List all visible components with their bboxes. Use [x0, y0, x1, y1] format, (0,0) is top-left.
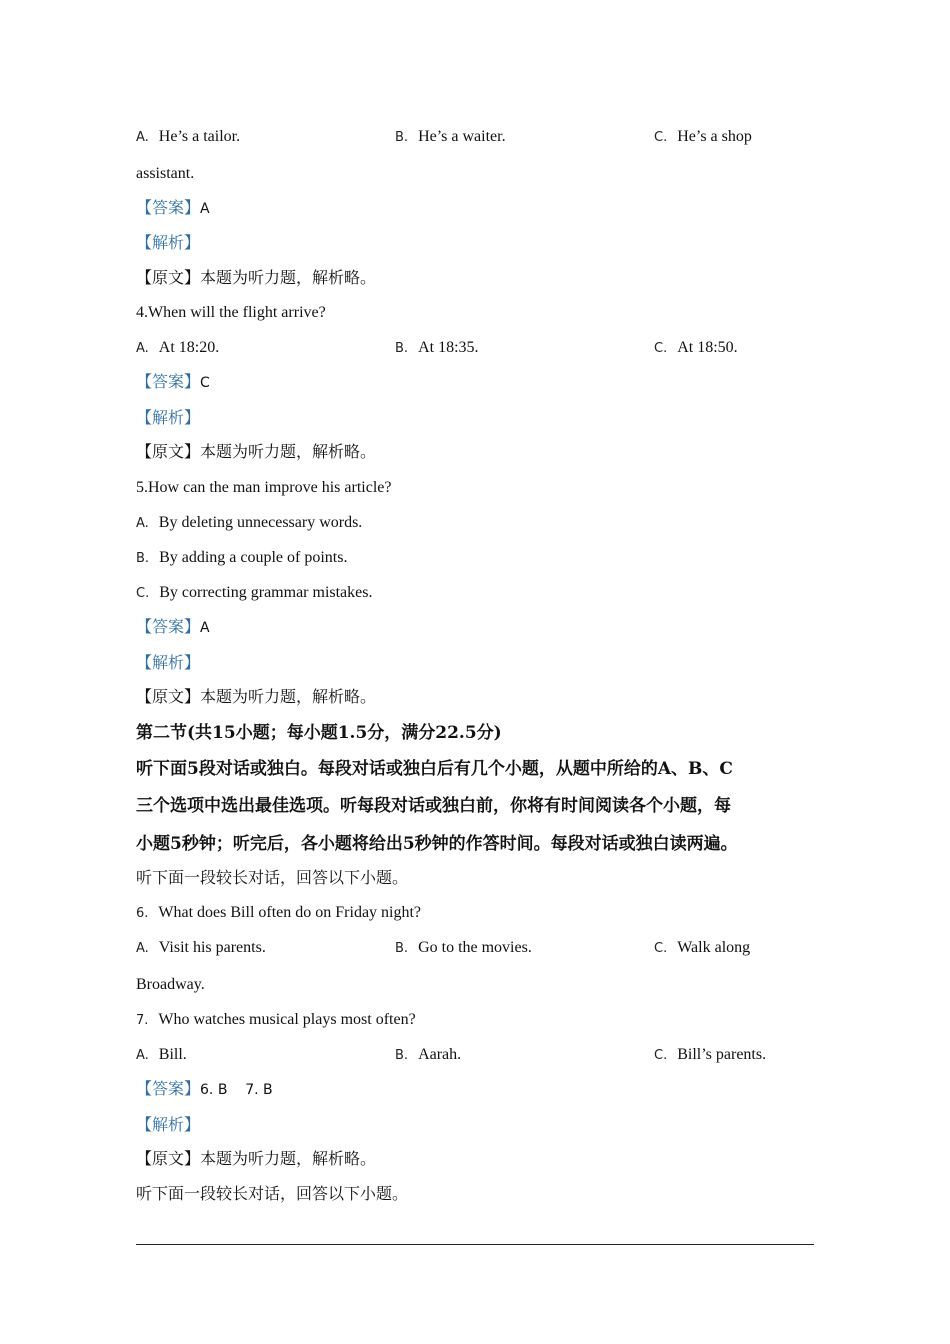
q7-analysis-tag: 【解析】: [136, 1117, 201, 1134]
q7-original: 【原文】本题为听力题，解析略。: [136, 1151, 377, 1168]
section2-heading: 第二节(共15小题；每小题1.5分，满分22.5分): [136, 723, 502, 743]
q5-question: 5.How can the man improve his article?: [136, 479, 392, 496]
section2-instructions-2: 三个选项中选出最佳选项。听每段对话或独白前，你将有时间阅读各个小题，每: [136, 796, 731, 816]
q6-question: 6. What does Bill often do on Friday night?: [136, 904, 422, 921]
q5-option-b: B. By adding a couple of points.: [136, 549, 348, 566]
q3-analysis-tag: 【解析】: [136, 235, 201, 252]
q6-option-c: C. Walk along: [654, 939, 751, 956]
q5-analysis-tag: 【解析】: [136, 655, 201, 672]
q3-option-a: A. He’s a tailor.: [136, 128, 241, 145]
q3-option-c: C. He’s a shop: [654, 128, 752, 145]
q4-option-a: A. At 18:20.: [136, 339, 220, 356]
q7-option-c: C. Bill’s parents.: [654, 1046, 767, 1063]
listen-prompt-2: 听下面一段较长对话，回答以下小题。: [136, 1186, 409, 1203]
q6-option-b: B. Go to the movies.: [395, 939, 532, 956]
q7-answer: 【答案】6. B 7. B: [136, 1081, 273, 1098]
q3-option-c-wrap: assistant.: [136, 165, 195, 182]
q6-option-a: A. Visit his parents.: [136, 939, 266, 956]
q7-option-a: A. Bill.: [136, 1046, 187, 1063]
listen-prompt-1: 听下面一段较长对话，回答以下小题。: [136, 870, 409, 887]
q5-option-a: A. By deleting unnecessary words.: [136, 514, 363, 531]
q4-answer: 【答案】C: [136, 374, 210, 391]
q4-option-b: B. At 18:35.: [395, 339, 479, 356]
section2-instructions-1: 听下面5段对话或独白。每段对话或独白后有几个小题，从题中所给的A、B、C: [136, 759, 733, 779]
q4-analysis-tag: 【解析】: [136, 410, 201, 427]
q5-original: 【原文】本题为听力题，解析略。: [136, 689, 377, 706]
q4-option-c: C. At 18:50.: [654, 339, 738, 356]
q3-answer: 【答案】A: [136, 200, 210, 217]
q4-question: 4.When will the flight arrive?: [136, 304, 326, 321]
q6-option-c-wrap: Broadway.: [136, 976, 205, 993]
q4-original: 【原文】本题为听力题，解析略。: [136, 444, 377, 461]
q7-question: 7. Who watches musical plays most often?: [136, 1011, 416, 1028]
footer-rule: [136, 1244, 814, 1245]
q5-answer: 【答案】A: [136, 619, 210, 636]
section2-instructions-3: 小题5秒钟；听完后，各小题将给出5秒钟的作答时间。每段对话或独白读两遍。: [136, 834, 738, 854]
q3-original: 【原文】本题为听力题，解析略。: [136, 270, 377, 287]
q7-option-b: B. Aarah.: [395, 1046, 462, 1063]
q3-option-b: B. He’s a waiter.: [395, 128, 506, 145]
q5-option-c: C. By correcting grammar mistakes.: [136, 584, 373, 601]
